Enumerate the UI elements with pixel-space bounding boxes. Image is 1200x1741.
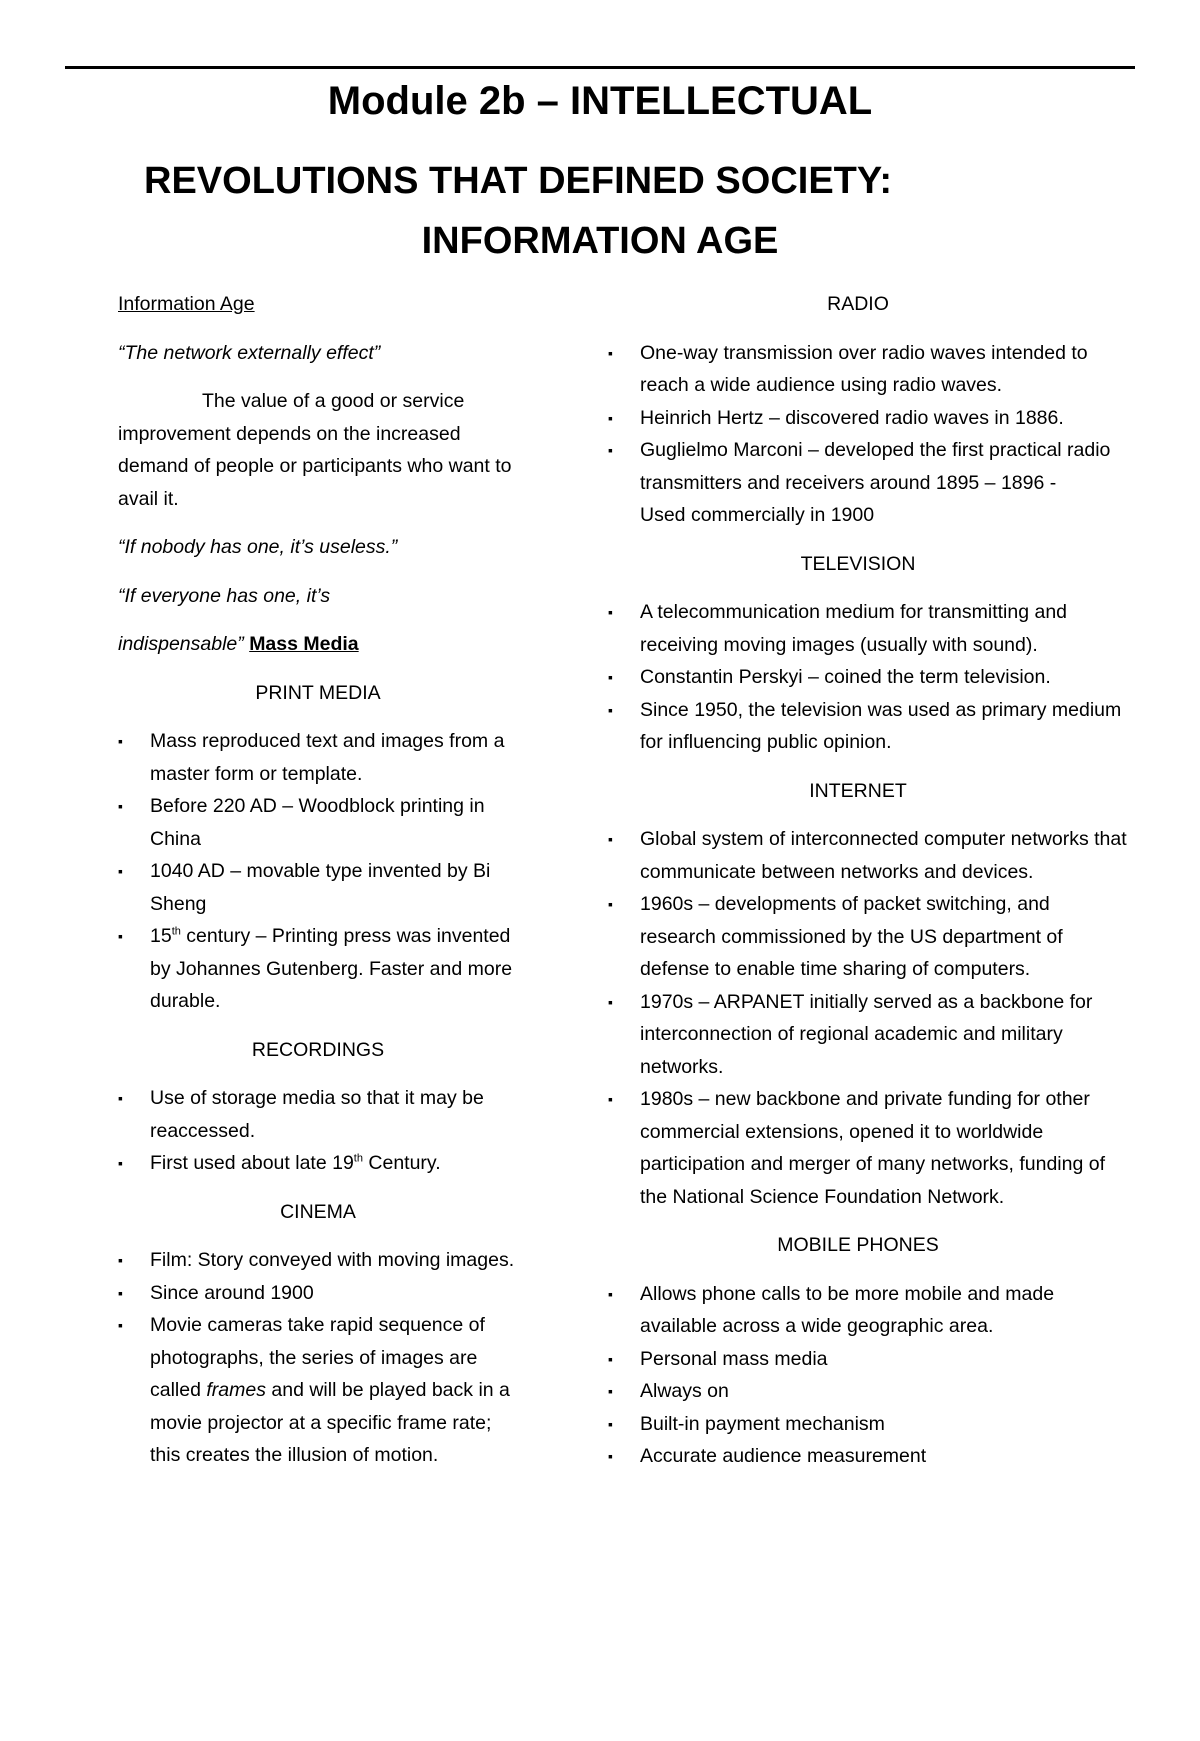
cinema-list [118, 1244, 518, 1472]
list-item-continuation: Sheng [150, 892, 207, 915]
list-item: ▪ Personal mass media [608, 1343, 1128, 1376]
title-line-2: REVOLUTIONS THAT DEFINED SOCIETY: [144, 160, 893, 202]
value-paragraph: The value of a good or service improvement depends on the increased demand of people or participants who want to avail it. [118, 390, 512, 510]
internet-list [608, 823, 1128, 1213]
recordings-heading: RECORDINGS [251, 1038, 385, 1061]
quote-everyone-b: indispensable” Mass Media [118, 633, 359, 655]
internet-heading: INTERNET [809, 779, 907, 802]
list-item: ▪ One-way transmission over radio waves intended to reach a wide audience using radio waves. [608, 337, 1128, 402]
title-line-1: Module 2b – INTELLECTUAL [327, 79, 873, 123]
list-item: ▪ Before 220 AD – Woodblock printing in China [118, 790, 518, 855]
radio-heading: RADIO [827, 293, 889, 315]
list-item: ▪ 15th century – Printing press was invented by Johannes Gutenberg. Faster and more durable. [118, 920, 518, 1018]
list-item: ▪ Since around 1900 [118, 1277, 518, 1310]
radio-list [608, 337, 1133, 532]
left-column [118, 288, 518, 1488]
recordings-list [118, 1082, 518, 1180]
mass-media-heading: Mass Media [249, 633, 359, 655]
television-list [608, 596, 1128, 759]
title-line-3: INFORMATION AGE [421, 220, 779, 262]
mobile-phones-heading: MOBILE PHONES [777, 1234, 939, 1256]
top-rule [65, 66, 1135, 69]
list-item: ▪ 1040 AD – movable type invented by Bi [118, 855, 518, 888]
cinema-heading: CINEMA [280, 1200, 356, 1223]
list-item: ▪ Movie cameras take rapid sequence of photographs, the series of images are called frames and will be played back in a movie projector at a specific frame rate; this creates the illusion of motion. [118, 1309, 518, 1472]
information-age-heading: Information Age [118, 293, 255, 315]
list-item: ▪ 1960s – developments of packet switching, and research commissioned by the US department of defense to enable time sharing of computers. [608, 888, 1128, 986]
quote-everyone-a: “If everyone has one, it’s [118, 584, 331, 607]
list-item: ▪ Built-in payment mechanism [608, 1408, 1128, 1441]
mobile-phones-list [608, 1278, 1128, 1473]
list-item: ▪ Use of storage media so that it may be reaccessed. [118, 1082, 518, 1147]
list-item: ▪ Heinrich Hertz – discovered radio waves in 1886. [608, 402, 1128, 435]
list-item: ▪ A telecommunication medium for transmitting and receiving moving images (usually with sound). [608, 596, 1128, 661]
list-item: ▪ Film: Story conveyed with moving images. [118, 1244, 518, 1277]
quote-network-effect: “The network externally effect” [118, 341, 381, 364]
list-item: ▪ 1970s – ARPANET initially served as a backbone for interconnection of regional academic and military networks. [608, 986, 1128, 1084]
list-item: ▪ Allows phone calls to be more mobile and made available across a wide geographic area. [608, 1278, 1128, 1343]
print-media-heading: PRINT MEDIA [255, 681, 381, 704]
list-item: ▪ Global system of interconnected computer networks that communicate between networks and devices. [608, 823, 1128, 888]
right-column [608, 288, 1133, 1489]
list-item: ▪ Constantin Perskyi – coined the term television. [608, 661, 1128, 694]
quote-nobody: “If nobody has one, it’s useless.” [118, 536, 398, 558]
list-item: ▪ Since 1950, the television was used as primary medium for influencing public opinion. [608, 694, 1128, 759]
list-item: ▪ Accurate audience measurement [608, 1440, 1128, 1473]
print-media-list [118, 725, 518, 1018]
list-item: ▪ Mass reproduced text and images from a master form or template. [118, 725, 518, 790]
list-item: ▪ Guglielmo Marconi – developed the first practical radio transmitters and receivers around 1895 – 1896 - Used commercially in 1900 [608, 434, 1128, 532]
list-item: ▪ Always on [608, 1375, 1128, 1408]
list-item: ▪ 1980s – new backbone and private funding for other commercial extensions, opened it to worldwide participation and merger of many networks, funding of the National Science Foundation Network. [608, 1083, 1128, 1213]
television-heading: TELEVISION [800, 552, 916, 575]
list-item: ▪ First used about late 19th Century. [118, 1147, 518, 1180]
